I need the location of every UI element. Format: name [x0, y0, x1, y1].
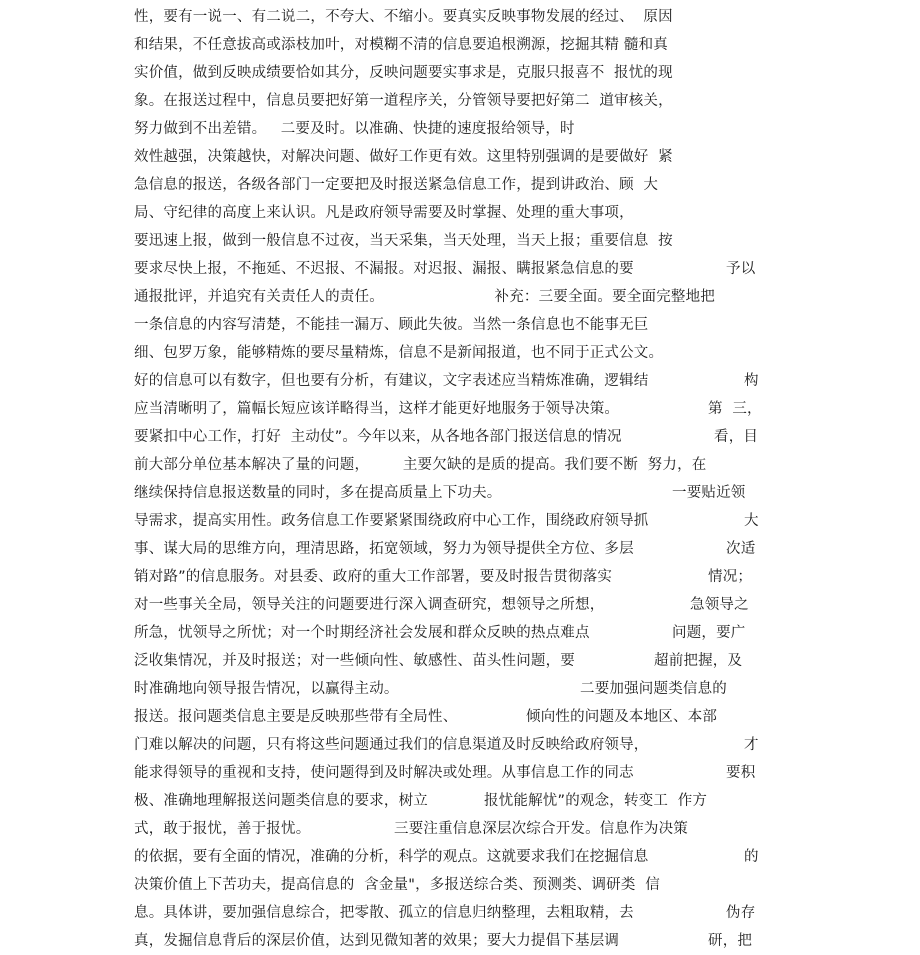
text-line-left: 实价值，做到反映成绩要恰如其分，反映问题要实事求是，克服只报喜不 报忧的现 [134, 65, 673, 81]
text-line-left: 应当清晰明了，篇幅长短应该详略得当，这样才能更好地服务于领导决策。 [134, 401, 620, 417]
text-line-left: 努力做到不出差错。 二要及时。以准确、快捷的速度报给领导，时 [134, 121, 575, 137]
text-line-left: 要求尽快上报，不拖延、不迟报、不漏报。对迟报、漏报、瞒报紧急信息的要 [134, 261, 634, 277]
text-line-left: 效性越强，决策越快，对解决问题、做好工作更有效。这里特别强调的是要做好 紧 [134, 149, 673, 165]
text-line-right: 要积 [726, 765, 756, 781]
text-line-left: 一条信息的内容写清楚，不能挂一漏万、顾此失彼。当然一条信息也不能事无巨 [134, 317, 649, 333]
text-line-left: 息。具体讲，要加强信息综合，把零散、孤立的信息归纳整理，去粗取精，去 [134, 905, 634, 921]
text-line-left: 门难以解决的问题，只有将这些问题通过我们的信息渠道及时反映给政府领导， [134, 737, 649, 753]
text-line-right: 二要加强问题类信息的 [580, 681, 727, 697]
text-line-right: 构 [744, 373, 759, 389]
text-line-left: 决策价值上下苦功夫，提高信息的 含金量"，多报送综合类、预测类、调研类 信 [134, 877, 660, 893]
text-line-left: 对一些事关全局，领导关注的问题要进行深入调查研究，想领导之所想， [134, 597, 605, 613]
text-line-right: 倾向性的问题及本地区、本部 [526, 709, 718, 725]
text-line-left: 报送。报问题类信息主要是反映那些带有全局性、 [134, 709, 458, 725]
text-line-right: 看，目 [714, 429, 759, 445]
text-line-left: 和结果，不任意拔高或添枝加叶，对模糊不清的信息要追根溯源，挖掘其精 髓和真 [134, 37, 669, 53]
text-line-right: 问题，要广 [672, 625, 746, 641]
text-line-left: 的依据，要有全面的情况，准确的分析，科学的观点。这就要求我们在挖掘信息 [134, 849, 649, 865]
text-line-left: 要紧扣中心工作，打好 主动仗”。今年以来，从各地各部门报送信息的情况 [134, 429, 622, 445]
text-line-left: 销对路”的信息服务。对县委、政府的重大工作部署，要及时报告贯彻落实 [134, 569, 613, 585]
text-line-left: 急信息的报送，各级各部门一定要把及时报送紧急信息工作，提到讲政治、顾 大 [134, 177, 659, 193]
text-line-right: 伪存 [726, 905, 756, 921]
text-line-left: 要迅速上报，做到一般信息不过夜，当天采集，当天处理，当天上报；重要信息 按 [134, 233, 673, 249]
text-line-right: 报忧能解忧”的观念，转变工 作方 [484, 793, 708, 809]
text-line-right: 三要注重信息深层次综合开发。信息作为决策 [394, 821, 688, 837]
text-line-right: 予以 [726, 261, 756, 277]
text-line-left: 能求得领导的重视和支持，使问题得到及时解决或处理。从事信息工作的同志 [134, 765, 634, 781]
text-line-left: 性，要有一说一、有二说二，不夸大、不缩小。要真实反映事物发展的经过、 原因 [134, 9, 673, 25]
text-line-left: 好的信息可以有数字，但也要有分析，有建议，文字表述应当精炼准确，逻辑结 [134, 373, 649, 389]
text-line-right: 情况； [708, 569, 753, 585]
text-line-left: 泛收集情况，并及时报送；对一些倾向性、敏感性、苗头性问题，要 [134, 653, 575, 669]
text-line-right: 研，把 [708, 933, 753, 949]
text-line-right: 才 [744, 737, 759, 753]
text-line-right: 急领导之 [690, 597, 749, 613]
text-line-left: 象。在报送过程中，信息员要把好第一道程序关，分管领导要把好第二 道审核关， [134, 93, 673, 109]
text-line-right: 次适 [726, 541, 756, 557]
text-line-left: 极、准确地理解报送问题类信息的要求，树立 [134, 793, 428, 809]
text-line-left: 事、谋大局的思维方向，理清思路，拓宽领域，努力为领导提供全方位、多层 [134, 541, 634, 557]
text-line-left: 前大部分单位基本解决了量的问题， 主要欠缺的是质的提高。我们要不断 努力，在 [134, 457, 707, 473]
text-line-left: 导需求，提高实用性。政务信息工作要紧紧围绕政府中心工作，围绕政府领导抓 [134, 513, 649, 529]
text-line-right: 第 三， [708, 401, 762, 417]
text-line-right: 超前把握，及 [654, 653, 743, 669]
text-line-left: 通报批评，并追究有关责任人的责任。 补充：三要全面。要全面完整地把 [134, 289, 716, 305]
text-line-right: 的 [744, 849, 759, 865]
text-line-left: 真，发掘信息背后的深层价值，达到见微知著的效果；要大力提倡下基层调 [134, 933, 620, 949]
text-line-left: 细、包罗万象，能够精炼的要尽量精炼，信息不是新闻报道，也不同于正式公文。 [134, 345, 664, 361]
text-line-left: 时准确地向领导报告情况，以赢得主动。 [134, 681, 399, 697]
text-line-right: 一要贴近领 [672, 485, 746, 501]
text-line-left: 所急，忧领导之所忧；对一个时期经济社会发展和群众反映的热点难点 [134, 625, 590, 641]
text-line-left: 继续保持信息报送数量的同时，多在提高质量上下功夫。 [134, 485, 502, 501]
text-line-left: 局、守纪律的高度上来认识。凡是政府领导需要及时掌握、处理的重大事项， [134, 205, 634, 221]
text-line-right: 大 [744, 513, 759, 529]
text-line-left: 式，敢于报忧，善于报忧。 [134, 821, 311, 837]
